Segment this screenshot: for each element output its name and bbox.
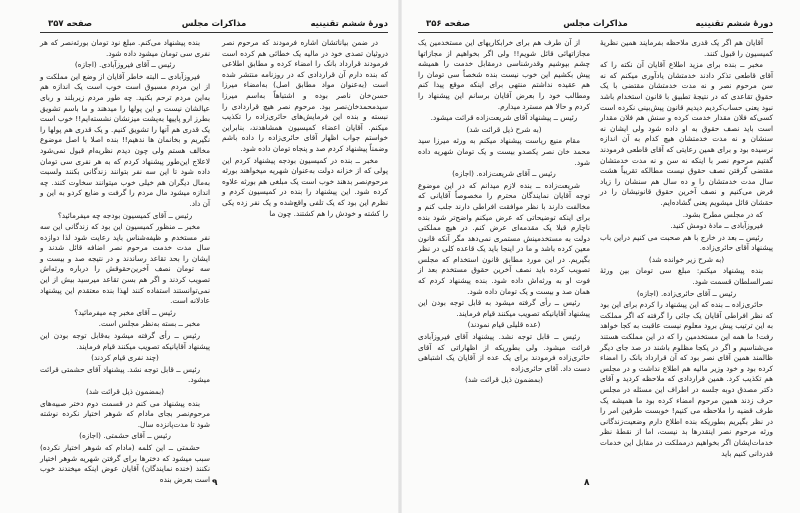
paragraph: مخبر ــ بنده در کمیسیون بودجه پیشنهاد کردم این پولی که از خزانه دولت به‌عنوان شهریه میخواهند بورثه مرحوم‌نصر بدهند خوب است یک مبلغی هم بورثه علاوه کرده شود. این پیشنهاد را بنده در کمیسیون کردم و نظرم این بود که یک تلفی واقع‌شده و یک نفر زده یکی را کشته و خودش را هم کشتند. چون ما [222,155,388,218]
paragraph: بنده پیشنهاد می کنم در قسمت دوم دختر صبیه‌های مرحوم‌نصر بجای مادام که شوهر اختیار نکرده نوشته شود تا مدت‌پانزده سال. [40,398,210,429]
centered-line: رئیس ــ آقای شریعت‌زاده. (اجازه) [452,169,556,179]
paragraph: مخبر ــ بسته به‌نظر مجلس است. [98,319,200,329]
paragraph: در ضمن بیاناتشان اشاره فرمودند که مرحوم نصر دروثیان تصدی خود در مالیه یک خطائی هم کرده است فرمودند قرارداد بانک را امضاء کرده و مطابق اطلاعی که بنده دارم آن قراردادی که در روزنامه منتشر شده است (به‌عنوان مواد مطابق اصل) به‌امضاء میرزا حسن‌خان ناصر بوده و اشتباهاً به‌اسم میرزا سیدمحمدخان‌نصر بود. مرحوم نصر هیچ قراردادی را نبسته و بنده این فرمایش‌های حائری‌زاده را تکذیب میکنم. آقایان اعضاء کمیسیون همشاهدند، بنابراین خواستم جواب اظهار آقای حائری‌زاده را داده باشم وضمناً پیشنهاد کردم صد و پنجاه تومان داده شود. [222,38,388,153]
session-label: دورهٔ ششم تقنینیه [310,19,388,29]
centered-line: رئیس ــ آقای مخبر چه میفرمائید؟ [74,307,176,317]
text-column-left [40,38,210,484]
paragraph: از آن طرف هم برای خرابکاریهای این مستخدمین یک مجازاتهائی قائل شویم!! ولی اگر بخواهیم از مجازاتها چشم بپوشیم وقدرشناسی درمقابل خدمت را همیشه پیش بکشیم این خوب نیست بنده شخصاً سی تومان را هم عقیده نداشتم منتهی برای اینکه موقع پیدا کنم ومطالب خود را بعرض آقایان برسانم این پیشنهاد را کردم و حالا هم مسترد میدارم. [418,38,590,111]
centered-line: رئیس ــ آقای حائری‌زاده. (اجازه) [636,288,737,298]
centered-line: رئیس ــ آقای فیروزآبادی. (اجازه) [74,60,176,70]
paragraph: رئیس ــ رأی گرفته میشود به قابل توجه بودن این پیشنهاد آقایانیکه تصویب میکنند قیام فرمایند. [418,298,590,318]
centered-line: رئیس ــ پیشنهاد آقای شریعت‌زاده قرائت میشود. [430,113,578,123]
centered-line: (چند نفری قیام کردند) [91,353,159,363]
paragraph: رئیس ــ قابل توجه نشد. پیشنهاد آقای حشمتی قرائت میشود. [40,364,210,385]
page-label: صفحه ۳۵۷ [48,19,93,29]
paragraph: حائری‌زاده ــ بنده که این پیشنهاد را کردم برای این بود که نظر افراطی آقایان یک جائی را گرفته که اگر مملکت به این ترتیب پیش برود معلوم نیست عاقبت به کجا خواهد رفت! ما همه این مستخدمین را که در این مملکت هستند می‌شناسیم و اگر در یکجا مظلوم باشند در صد جای دیگر ظالمند همین آقای نصر بود که آن قرارداد بانک را امضاء کرده بود و خود وزیر مالیه هم اطلاع نداشت و در مجلس هم تکذیب کرد. همین قراردادی که ملاحظه کردید و آقای دکتر مصدق دوبه جلسه در اطراف این مسئله در مجلس حرف زدند همین مرحوم امضاء کرده بود ما همیشه یک طرف قضیه را ملاحظه می کنیم! خوبست طرفین امر را در نظر بگیریم بطوریکه بنده اطلاع دارم وضعیت‌زندگانی ورثه مرحوم نصر اینقدرها بد نیست، اما از نقطهٔ نظر خدمات‌ایشان اگر بخواهیم درمملکت در مقابل این خدمات قدردانی کنیم باید [600,300,773,458]
paragraph: رئیس ــ رأی گرفته میشود به‌قابل توجه بودن این پیشنهاد آقایانیکه تصویب میکنند قیام فرمایند. [40,331,210,351]
centered-line: (بمضمون ذیل قرائت شد) [85,387,165,396]
paragraph: مخبر ــ بنده برای مزید اطلاع آقایان آن نکته را که آقای قاطعی تذکر دادند خدمتشان یادآوری میکنم که نه سن مرحوم نصر و نه مدت خدمتشان مقتضی با یک حقوق تقاعدی که در نتیجهٔ تطبیق با قانون استخدام باشد نبود یعنی حساب‌کردیم دیدیم قانون پیش‌بینی نکرده است کسی‌که فلان مقدار خدمت کرده و سنش هم فلان مقدار است باید نصف حقوق به او داده شود ولی ایشان نه سنشان و نه مدت خدمتشان هیچ کدام به آن اندازه نرسیده بود و برای همین رعایتی که آقای قاطعی فرمودند گفتیم مرحوم نصر با اینکه نه سن و نه مدت خدمتشان مقتضی گرفتن نصف حقوق نیست مطالکه تقریباً هشت سال مدت خدمتشان را و ده سال هم سنشان را زیاد فرض می‌کنیم و نصف آخرین حقوق قانونیشان را در حقشان قائل میشویم یعنی گشاده‌ایم. [600,60,773,207]
header-title: مذاکرات مجلس [181,19,247,29]
paragraph: حشمتی ــ این کلمه (مادام که شوهر اختیار نکرده) سبب میشود که دخترها برای گرفتن شهریه شوهر اختیار نکنند (خنده نمایندگان) آقایان عوض اینکه میخندند خوب است بعرض بنده [40,442,210,484]
paragraph: شریعت‌زاده ــ بنده لازم میدانم که در این موضوع توجه آقایان نمایندگان محترم را مخصوصاً آقایانی که مخالفت دارند با نظر موافقت افراطی دارند جلب کنم و برای اینکه توضیحاتی که عرض میکنم واضح‌تر شود بنده ناچارم قبلا یک مقدمه‌ای عرض کنم. در هیچ مملکتی دولت به مستخدمینش مستمری نمی‌دهد مگر آنکه قانون معین کرده باشد و ما در اینجا باید یک قاعده کلی در نظر بگیریم. در این مورد مطابق قانون استخدام که مجلس تصویب کرده باید نصف آخرین حقوق مستخدم بعد از فوت او به ورثه‌اش داده شود. بنده پیشنهاد کردم که همان صد و بیست و یک تومان داده شود. [418,180,590,296]
paragraph: که در مجلس مطرح بشود. [682,209,763,219]
paragraph: مقام منیع ریاست پیشنهاد میکنم به ورثه میرزا سید محمد خان نصر یکصدو بیست و یک تومان شهریه داده شود. [418,136,590,167]
running-header [40,16,388,33]
page-number: ۹ [212,478,218,488]
page-label: صفحه ۳۵۶ [426,19,471,29]
text-column-right [222,38,388,463]
centered-line: (به شرح ذیل قرائت شد) [466,124,542,134]
paragraph: آقایان هم اگر یک قدری ملاحظه بفرمایند همین نظریهٔ کمیسیون را قبول کنند. [600,38,773,58]
header-title: مذاکرات مجلس [563,19,628,29]
session-label: دورهٔ ششم تقنینیه [695,19,773,29]
text-column-right [600,38,773,463]
paragraph: فیروزآبادی ــ مادهٔ دومش کنید. [670,221,763,231]
paragraph: مخبر ــ منظور کمیسیون این بود که زندگانی این سه نفر مستخدم و ظیفه‌شناس باید رعایت شود لذا دوازده سال مدت خدمت مرحوم نصر اضافه قائل شدند و ایشان را بحد تقاعد رساندند و در نتیجه صد و بیست و سه تومان نصف آخرین‌حقوقش را درباره ورثه‌اش تصویب کردند و اگر هم بسن تقاعد میرسید بیش از این نمی‌توانستند استفاده کنند لهذا بنده معتقدم این پیشنهاد عادلانه است. [40,222,210,306]
centered-line: (بمضمون ذیل قرائت شد) [464,375,544,385]
running-header [418,16,773,33]
paragraph: فیروزآبادی ــ البته خاطر آقایان از وضع این مملکت و از این مردم مسبوق است خوب است یک اندازه هم به‌این مردم ترحم بکنید. چه طور مردم زیربلند و ربای عیالشان نیست و این پولها را میدهند و ما باسم تشویق بطرز ارو پاییها به‌پشت میزنشان نشسته‌ایم!! خوب است یک قدری هم آنها را تشویق کنیم. و یک قدری هم پولها را نگیریم و بخانمان ها ندهیم!! بنده اصلا با اصل موضوع مخالف هستم ولی چون دیدم نظریه‌ام قبول نمی‌شود لاعلاج این‌طور پیشنهاد کردم که به هر نفری سی تومان داده شود تا این سه نفر بتوانند زندگانی بکنند ولسبت به‌مال دیگران هم خیلی خوب میتوانند سخاوت کنند. چه اندازه میشود مال مردم را گرفت و ضایع کردو به این و آن داد. [40,71,210,208]
page-number: ۸ [584,478,590,488]
right-page [400,0,800,513]
paragraph: بنده پیشنهاد میکنم: مبلغ سی تومان بین ورثهٔ نصرالسلطان قسمت شود. [600,266,773,287]
text-column-left [418,38,590,463]
paragraph: رئیس ــ بعد در خارج با هم صحبت می کنیم دراین باب پیشنهاد آقای حائری‌زاده. [600,232,773,253]
centered-line: (عده قلیلی قیام نمودند) [467,320,541,330]
centered-line: (به شرح زیر خوانده شد) [648,254,725,264]
paragraph: رئیس ــ قابل توجه نشد. پیشنهاد آقای فیروزآبادی قرائت میشود. ولی بطوریکه از اظهاراتی که آقای حائری‌زاده فرمودند برای یک عده از آقایان یک اشتباهی دست داد. آقای حائری‌زاده [418,332,590,373]
paragraph: بنده پیشنهاد می‌کنم. مبلغ نود تومان بورثه‌نصر که هر نفری سی تومان میشود داده شود. [40,38,210,58]
centered-line: رئیس ــ آقای کمیسیون بودجه چه میفرمائید؟ [57,210,193,220]
centered-line: رئیس ــ آقای حشمتی. (اجازه) [79,431,171,441]
